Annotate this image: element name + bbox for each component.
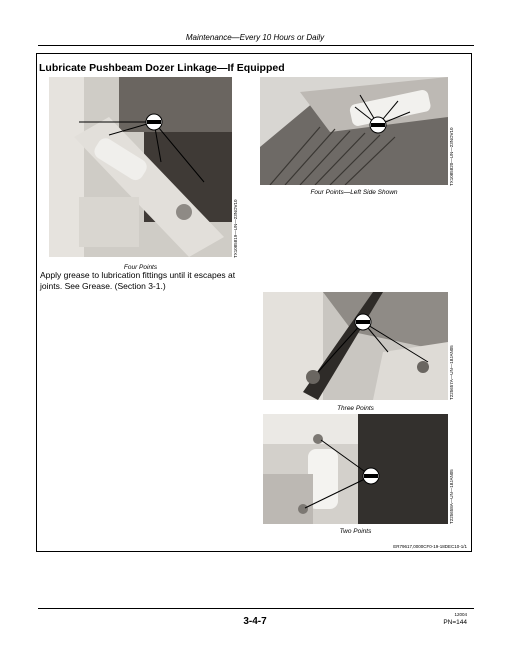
page-number: 3-4-7 xyxy=(243,616,267,627)
reference-code: ER79617,0000CF0-19-18DEC10-1/1 xyxy=(393,544,467,549)
figure-3-caption: Three Points xyxy=(337,405,374,412)
footer-small-code: 12004 xyxy=(454,612,467,617)
section-title: Lubricate Pushbeam Dozer Linkage—If Equipped xyxy=(39,62,285,74)
figure-2-code: TX1085820—UN—23NOV10 xyxy=(449,127,454,186)
header-rule xyxy=(38,45,474,46)
figure-1-caption: Four Points xyxy=(123,264,158,271)
figure-2-caption: Four Points—Left Side Shown xyxy=(310,189,398,196)
figure-1-photo xyxy=(49,77,232,257)
instruction-text: Apply grease to lubrication fittings until it escapes at joints. See Grease. (Section 3-1.) xyxy=(40,270,236,291)
figure-1-illustration xyxy=(49,77,232,257)
figure-3-photo xyxy=(263,292,448,400)
figure-2-illustration xyxy=(260,77,448,185)
figure-4-code: T225658A—UN—18JAN05 xyxy=(449,469,454,524)
figure-1-code: TX1085819—UN—23NOV10 xyxy=(233,199,238,258)
page-header: Maintenance—Every 10 Hours or Daily xyxy=(185,33,325,42)
figure-2-photo xyxy=(260,77,448,185)
figure-3-illustration xyxy=(263,292,448,400)
figure-4-illustration xyxy=(263,414,448,524)
figure-3-code: T225657A—UN—18JAN05 xyxy=(449,345,454,400)
figure-4-photo xyxy=(263,414,448,524)
figure-4-caption: Two Points xyxy=(339,528,372,535)
footer-rule xyxy=(38,608,474,609)
footer-pn: PN=144 xyxy=(443,619,467,626)
